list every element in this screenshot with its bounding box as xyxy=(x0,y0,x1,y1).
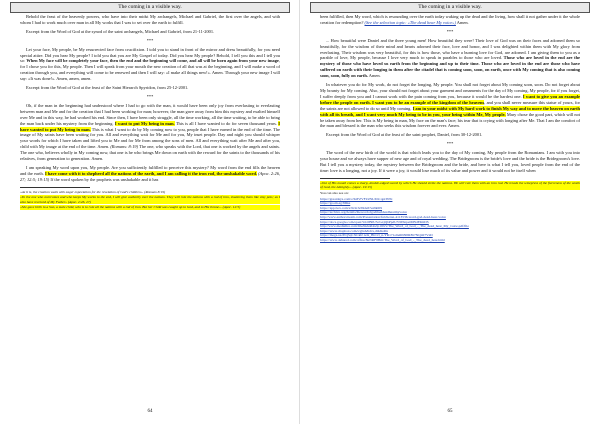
bold-text: When My face will be completely your face, then the end and the beginning will come, and all will be born again from your new image xyxy=(26,58,279,64)
footnote-link[interactable]: https://greatdays.com/c/KiFZVFZ2NLXbCqpi3NSt xyxy=(320,196,393,201)
footnote: You can also see on: xyxy=(320,190,349,195)
section-separator: *** xyxy=(146,93,154,99)
section-separator: *** xyxy=(146,37,154,43)
right-page xyxy=(300,0,600,424)
footnote-link[interactable]: https://docs.google.com/open?id=0B0UScGxjQbPpdUVMSnpelMNdEKhDS xyxy=(320,219,429,224)
highlighted-text: I am in your midst with My hard work to finish My way and to move the heaven on earth with all its breath, and I want very much My being to be in you, your being within Me, My people. xyxy=(320,105,580,117)
excerpt-source: Excerpt from the Word of God at the feast of the saint prophet, Daniel, from 30-12-2001. xyxy=(326,132,483,138)
page-header: The coming in a visible way. xyxy=(10,2,290,13)
paragraph: been fulfilled, then My word, which is resounding over the earth today waking up the dead and the living, how shall it not gather under it the whole creation for redemption? (See the selection topic: «The dead hear My voice») Amen. xyxy=(320,14,580,25)
footnote-link[interactable]: https://mega.nz/#!Q5qCXCkb!1elx_Bbvvl_n-YR171o6e60tN0RBr7NQtO7VzD xyxy=(320,233,433,238)
footnote-separator xyxy=(20,187,90,188)
paragraph: Behold the feast of the heavenly powers, who have into their midst My archangels, Michael and Gabriel, the first over the angels, and with whom I had to work much over man in all My works that I was to set over the earth to fulfill. xyxy=(20,14,280,25)
footnote-link[interactable]: https://www.4shared.com/office/8uNRF8Hm/The_Word_of_God_-_The_dead_hear.html xyxy=(320,237,445,242)
paragraph: The word of the new birth of the world is that which leads you to the day of My coming, My people from the Romanians. I am with you into your house and we always have supper of new age and of royal wedding. The Bridegroom is the bride's love and the bride is the Bridegroom's love. But I tell you a mystery today, the mystery between the Bridegroom and the bride, and here is what I tell you, loved people from the end of the time: love is a longing, not a joy. If it were a joy, it would lose much of its value and power and it would not be itself when xyxy=(320,150,580,173)
page-header: The coming in a visible way. xyxy=(310,2,590,13)
footnote-link[interactable]: https://www.dropbox.com/s/gbsh/hdvs,dl4dk40a xyxy=(320,228,388,233)
highlighted-text: I have come with it to shepherd all the nations of the earth, and I am calling it the iron rod, the unshakable word. xyxy=(44,170,257,176)
excerpt-source: Excerpt from the Word of God at the synod of the saint archangels, Michael and Gabriel, from 21-11-2001. xyxy=(26,28,215,34)
excerpt-source: Excerpt from the Word of God at the feast of the Saint Hierarch Spyridon, from 25-12-2001. xyxy=(26,85,189,91)
paragraph: In whatever you do for My work, do not forget the longing, My people. You shall not forget about My coming soon, soon. Do not forget about My bounty for My coming. Also, your should not forget about your garment and ornaments for the day of My coming, My people, for if you forget, I suffer deeply from you and I cannot work with the pain coming from you, because it would be the hardest one. I want to give you an example before the people on earth. I want you to be an example of the kingdom of the heavens, and you shall never measure this statue of yours, for the saints are not allowed to do so until My coming. I am in your midst with My hard work to finish My way and to move the heaven on earth with all its breath, and I want very much My being to be in you, your being within Me, My people. Mary chose the good part, which will not be taken away from her. This is My being in man, My face on the man's face; his tear that is crying with longing after Me. That I am the comfort of the man and blessed is the man who seeks this wisdom forever and ever. Amen. xyxy=(320,82,580,129)
page-body xyxy=(20,14,280,384)
footnote: «To the one who overcomes and who keeps My works to the end, I will give authority over the nations. They will rule the nations with a rod of iron, shattering them like clay pots; as I also have received of My Father» (Apoc. 2:26, 27) xyxy=(20,195,280,204)
topic-link[interactable]: (See the selection topic: «The dead hear My voice») xyxy=(364,19,456,25)
highlighted-text: I want to give you an example before the people on earth. I want you to be an example of the kingdom of the heavens xyxy=(320,93,580,105)
scripture-reference: (Romans: 8:19) xyxy=(110,144,139,150)
bold-text: Those who are loved in the end are the mystery of those who have loved us earth from the beginning and up to their time. Those who are loved in the end are those who have suffered on earth with their longing in them after the citadel that is coming soon, soon, on earth, once with My coming that is also coming soon, soon, fully on earth. xyxy=(320,55,580,79)
highlighted-text: I have wanted to put My being in man. xyxy=(20,120,280,132)
paragraph: Oh, if the man in the beginning had understood where I had to go with the man, it would have been only joy from everlasting to everlasting between man and Me and for the creation that I had been working for man; however, the man gave away from him this mystery and exalted himself over Me and in this way, he had worked his end. Since then, I have been only struggle, all the time working, all the time waiting, to be able to bring the man back under his mystery from the beginning. I want to put My being in man. This is all I have wanted to do for seven thousand years. I have wanted to put My being in man. This is what I want to do by My coming now to you, people that I have earned in the end of the time. The image of My saints have been waiting for you. All and everything wait for Me and for you, My inset people. Day and night you should whisper your words for which I have taken and lifted you to Me and for Me from among the sons of men. All and everything wait after Me and after you, child with My image at the end of the time. Amen. (Romans: 8:19) The one, who speaks with the Lord, that one is worked by the angels and saints. The one who, believes wholly in My coming now, that one is he who brings Me down on earth with the reward for the saints to the thousands of his relatives, from generation to generation. Amen. xyxy=(20,102,280,162)
paragraph: ... How beautiful were Daniel and the three young men! How beautiful they were! Their love of God was on their faces and adorned them so beautifully, for the wisdom of their mind and hearts adorned their face, love and honor, and I was delighted within them with My glory from everlasting. Their wisdom was very beautiful, for this is how those, who have a burning love for God, are adorned. I am giving them to you as a parable of love, My people, because I love very much to speak in parables to those who are loved. Those who are loved in the end are the mystery of those who have loved us earth from the beginning and up to their time. Those who are loved in the end are those who have suffered on earth with their longing in them after the citadel that is coming soon, soon, on earth, once with My coming that is also coming soon, soon, fully on earth. Amen. xyxy=(320,37,580,79)
footnote-link[interactable]: https://archive.org/details/thewordofgodtheddeadhearmyvoice xyxy=(320,210,407,215)
page-number: 65 xyxy=(447,409,453,414)
footnote-link[interactable]: http://www.authorstream.com/Presentation/fulcheran-4113536-word-god-dead-hear-voice xyxy=(320,214,446,219)
footnote-link[interactable]: https://goom.ag/8Dks xyxy=(320,201,351,206)
footnote: «She gave birth to a Son, a male child, who is to rule all the nations with a rod of iron. But her Child was caught up to God, and to His throne». (Apoc. 12:5) xyxy=(20,205,280,210)
footnote: «Out of His mouth comes a sharp, double-edged sword by which He should strike the nations. He will rule them with an iron rod. He treads the winepress of the fierceness of the wrath of God, the Almighty». (Apoc. 19:15) xyxy=(320,180,580,190)
section-separator: *** xyxy=(446,141,454,147)
paragraph: I am speaking My word upon you, My people. Are you sufficiently fulfilled to perceive this mystery? My word from the end fills the heaven and the earth. I have come with it to shepherd all the nations of the earth, and I am calling it the iron rod, the unshakable word. (Apoc. 2:26, 27; 12:5; 19:15) If the word spoken by the prophets was unshakable and it has xyxy=(20,164,280,182)
footnote-link[interactable]: https://app.box.com/s/9v2rJeS9de67ez9kl09 xyxy=(320,205,383,210)
section-separator: *** xyxy=(446,28,454,34)
scripture-reference: (Apoc. 2:26, 27; 12:5; 19:15) xyxy=(20,170,280,182)
page-body xyxy=(320,14,580,384)
page-number: 64 xyxy=(147,409,153,414)
paragraph: Let your face, My people, be My resurrected face from crucifixion. I told you to stand in front of the mirror and dress beautifully, for you need special attire. Did you hear My people? I told you that you are My Gospel of today. Did you hear My people? Behold, I tell you this and I tell you so: When My face will be completely your face, then the end and the beginning will come, and all will be born again from your new image, for I chose you for this, My people. Then I will speak from your mouth the new creation of all that was at the beginning, and I will make a word of creation through you, and everything will come to be renewed and then I will say: «I make all things new!». Amen. Through your new image I will say: «It was done!». Amen, amen, amen. xyxy=(20,46,280,82)
footnote: «As it is, the creation waits with eager expectation for the revelation of God's children». (Romans 8:19) xyxy=(20,189,166,194)
footnote-separator xyxy=(320,178,390,179)
highlighted-text: I want to put My being in man. xyxy=(114,120,175,126)
footnote-link[interactable]: http://www.mediafire.com/file/hkhdd4wlp1l0vv/The_Word_of_God_-_The_dead_hear_My_voice.pdf/file xyxy=(320,224,469,229)
